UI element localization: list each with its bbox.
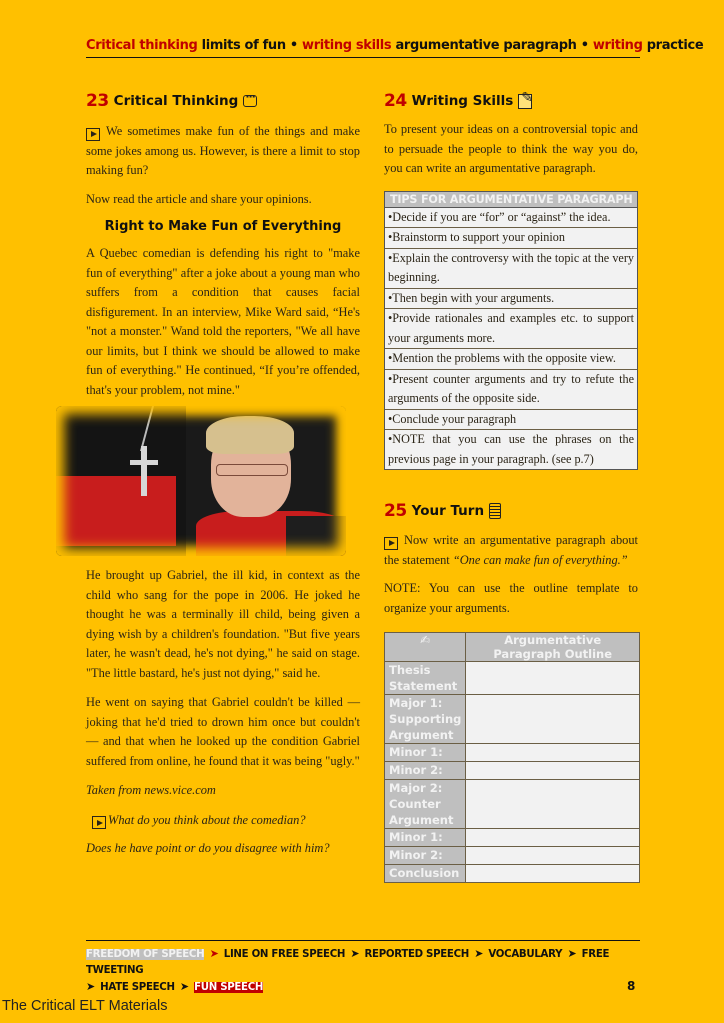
- outline-label: Minor 2:: [385, 847, 466, 865]
- tip-row: •Then begin with your arguments.: [385, 289, 637, 310]
- section-number: 25: [384, 501, 407, 521]
- page-header: [86, 38, 704, 58]
- question-text: What do you think about the comedian?: [108, 812, 306, 827]
- chat-bubble-icon: [243, 95, 257, 107]
- pen-writing-icon: ✍: [420, 633, 431, 647]
- outline-header: Argumentative Paragraph Outline: [466, 633, 640, 662]
- outline-label: Thesis Statement: [385, 662, 466, 695]
- outline-label: Minor 1:: [385, 829, 466, 847]
- instruction-text: Now read the article and share your opinions.: [86, 191, 312, 206]
- nav-item-free-tweeting[interactable]: FREE TWEETING: [86, 949, 610, 976]
- nav-item-freedom-of-speech[interactable]: FREEDOM OF SPEECH: [86, 949, 205, 960]
- section-title: Critical Thinking: [113, 93, 239, 109]
- header-part: writing skills: [302, 38, 392, 53]
- outline-label: Minor 1:: [385, 744, 466, 762]
- tip-row: •Mention the problems with the opposite view.: [385, 349, 637, 370]
- section-number: 23: [86, 91, 109, 111]
- tips-header: TIPS FOR ARGUMENTATIVE PARAGRAPH: [385, 192, 637, 208]
- scroll-icon: [489, 503, 501, 519]
- nav-item-fun-speech[interactable]: FUN SPEECH: [194, 982, 264, 993]
- tip-row: •Conclude your paragraph: [385, 410, 637, 431]
- article-photo: [56, 406, 346, 556]
- outline-input-major-1[interactable]: [466, 695, 640, 744]
- article-source: Taken from news.vice.com: [86, 783, 216, 797]
- tip-row: •Provide rationales and examples etc. to support your arguments more.: [385, 309, 637, 349]
- arrow-icon: ➤: [209, 947, 219, 960]
- question-1: [86, 811, 360, 831]
- intro-text: We sometimes make fun of the things and make some jokes among us. However, is there a limit to stop making fun?: [86, 124, 360, 177]
- play-icon: [92, 816, 106, 829]
- play-icon: [86, 128, 100, 141]
- header-part: Critical thinking: [86, 38, 198, 53]
- outline-label: Minor 2:: [385, 762, 466, 780]
- article-title: Right to Make Fun of Everything: [104, 219, 342, 234]
- header-part: writing: [592, 38, 643, 53]
- section-23-title: [86, 90, 360, 112]
- nav-item-hate-speech[interactable]: HATE SPEECH: [100, 982, 175, 993]
- outline-label: Conclusion: [385, 865, 466, 883]
- header-part: limits of fun •: [197, 38, 303, 53]
- nav-item-line-on-free-speech[interactable]: LINE ON FREE SPEECH: [223, 949, 346, 960]
- section-24-intro: To present your ideas on a controversial topic and to persuade the people to think the way you do, you can write an argumentative paragraph.: [384, 122, 638, 175]
- outline-input-minor[interactable]: [466, 829, 640, 847]
- header-part: argumentative paragraph •: [391, 38, 593, 53]
- section-title: Your Turn: [411, 503, 485, 519]
- brand-footer: The Critical ELT Materials: [2, 998, 168, 1014]
- section-number: 24: [384, 91, 407, 111]
- arrow-icon: ➤: [350, 947, 360, 960]
- footer-navigation: [86, 940, 640, 996]
- outline-label: Major 1: Supporting Argument: [385, 695, 466, 744]
- notepad-pencil-icon: [518, 94, 532, 109]
- tip-row: •Explain the controversy with the topic at the very beginning.: [385, 249, 637, 289]
- tips-table: [384, 191, 638, 471]
- tip-row: •NOTE that you can use the phrases on the previous page in your paragraph. (see p.7): [388, 432, 634, 466]
- outline-table: [384, 632, 640, 883]
- outline-input-conclusion[interactable]: [466, 865, 640, 883]
- article-paragraph-1: A Quebec comedian is defending his right to "make fun of everything" after a joke about a young man who suffers from a condition that causes facial disfigurement. In an interview, Mike Ward said, “He's "not a monster." Wand told the reporters, "We all have our limits, but I think we should be allowed to make fun of everything." He continued, “If you’re offended, that's your problem, not mine.": [86, 246, 360, 397]
- section-24-title: [384, 90, 638, 112]
- outline-corner: [385, 633, 466, 662]
- arrow-icon: ➤: [474, 947, 484, 960]
- tip-row: •Present counter arguments and try to refute the arguments of the opposite side.: [385, 370, 637, 410]
- header-part: practice: [642, 38, 704, 53]
- left-column: [86, 90, 360, 859]
- intro-text: Now write an argumentative paragraph about the statement: [384, 533, 638, 567]
- outline-input-minor[interactable]: [466, 847, 640, 865]
- tip-row: •Decide if you are “for” or “against” the idea.: [385, 208, 637, 229]
- section-25-note: NOTE: You can use the outline template to organize your arguments.: [384, 581, 638, 615]
- right-column: [384, 90, 638, 883]
- section-25-title: [384, 500, 638, 522]
- nav-item-vocabulary[interactable]: VOCABULARY: [488, 949, 563, 960]
- tip-row: •Brainstorm to support your opinion: [385, 228, 637, 249]
- arrow-icon: ➤: [567, 947, 577, 960]
- play-icon: [384, 537, 398, 550]
- section-25-intro: [384, 531, 638, 570]
- article-paragraph-2: He brought up Gabriel, the ill kid, in context as the child who sang for the pope in 2006. He joked he thought he was a terminally ill child, being given a dying wish by a children's foundation. "But five years later, he wasn't dead, he's not dying," he said on stage. "The little bastard, he's just not dying," said he.: [86, 568, 360, 680]
- nav-item-reported-speech[interactable]: REPORTED SPEECH: [364, 949, 469, 960]
- outline-input-minor[interactable]: [466, 744, 640, 762]
- question-2: Does he have point or do you disagree with him?: [86, 841, 330, 855]
- outline-label: Major 2: Counter Argument: [385, 780, 466, 829]
- arrow-icon: ➤: [179, 980, 189, 993]
- arrow-icon: ➤: [86, 980, 95, 993]
- intro-quote: “One can make fun of everything.”: [452, 552, 628, 567]
- outline-input-thesis[interactable]: [466, 662, 640, 695]
- article-paragraph-3: He went on saying that Gabriel couldn't be killed — joking that he'd tried to drown him once but couldn't — and that when he looked up the condition Gabriel suffered from online, he found that it was being "ugly.": [86, 695, 360, 768]
- section-title: Writing Skills: [411, 93, 514, 109]
- outline-input-major-2[interactable]: [466, 780, 640, 829]
- section-23-intro: [86, 122, 360, 181]
- page-number: 8: [627, 979, 636, 993]
- outline-input-minor[interactable]: [466, 762, 640, 780]
